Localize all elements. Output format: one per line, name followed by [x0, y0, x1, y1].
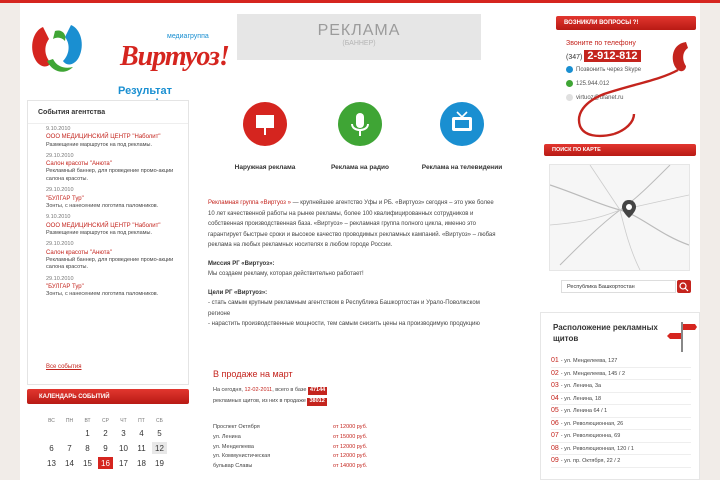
- service-label: Реклама на телевидении: [421, 164, 503, 171]
- location-number: 02: [551, 369, 559, 377]
- calendar-header: КАЛЕНДАРЬ СОБЫТИЙ: [27, 389, 189, 404]
- location-address: - ул. Революционная, 120 / 1: [560, 445, 634, 452]
- map-header: ПОИСК ПО КАРТЕ: [544, 144, 696, 156]
- map-search-button[interactable]: [677, 280, 691, 293]
- phone-code: (347): [566, 54, 583, 61]
- microphone-icon: [338, 102, 382, 146]
- event-org-link[interactable]: ООО МЕДИЦИНСКИЙ ЦЕНТР "Наболит": [46, 134, 161, 141]
- signpost-icon: [667, 318, 697, 354]
- event-item: [28, 185, 188, 212]
- sale-table: [213, 424, 373, 473]
- billboard-locations-panel: [540, 312, 700, 480]
- sale-address: бульвар Славы: [213, 463, 253, 470]
- location-number: 06: [551, 419, 559, 427]
- calendar-day[interactable]: 9: [103, 443, 108, 453]
- total-count-badge: 47144: [309, 387, 326, 393]
- sale-price: от 15000 руб.: [333, 433, 368, 440]
- event-item: [28, 151, 188, 185]
- location-address: - ул. Ленина, 3а: [560, 383, 602, 389]
- weekday-label: ПТ: [138, 418, 145, 424]
- sale-address: ул. Коммунистическая: [213, 453, 271, 460]
- ad-banner[interactable]: [237, 14, 481, 60]
- service-tv[interactable]: [412, 102, 512, 171]
- sale-address: ул. Менделеева: [213, 443, 254, 450]
- billboard-location-item[interactable]: [551, 393, 691, 406]
- search-icon: [677, 280, 691, 293]
- calendar-day-today[interactable]: 16: [98, 457, 113, 469]
- sale-address: ул. Ленина: [213, 433, 241, 440]
- calendar-day[interactable]: 3: [121, 428, 126, 438]
- event-date: 29.10.2010: [46, 152, 74, 159]
- event-org-link[interactable]: "БУЛГАР Тур": [46, 195, 84, 202]
- hands-logo-icon: [25, 17, 89, 81]
- map-search-panel: [544, 144, 696, 304]
- calendar-day[interactable]: 15: [83, 458, 92, 468]
- event-date: 29.10.2010: [46, 241, 74, 248]
- location-number: 09: [551, 457, 559, 464]
- weekday-label: СБ: [156, 418, 163, 424]
- telephone-handset-icon: [574, 40, 699, 140]
- logo[interactable]: [25, 17, 229, 97]
- event-org-link[interactable]: ООО МЕДИЦИНСКИЙ ЦЕНТР "Наболит": [46, 222, 161, 229]
- billboard-location-item[interactable]: [551, 418, 691, 431]
- billboard-list: [551, 355, 691, 468]
- sale-row[interactable]: [213, 444, 373, 454]
- map-pin-icon[interactable]: [622, 200, 636, 218]
- event-date: 29.10.2010: [46, 275, 74, 282]
- mission-title: Миссия РГ «Виртуоз»:: [208, 260, 275, 267]
- mission-block: [208, 259, 500, 280]
- location-address: - ул. Революционная, 26: [560, 420, 624, 427]
- calendar-day[interactable]: 4: [139, 428, 144, 438]
- event-org-link[interactable]: "БУЛГАР Тур": [46, 283, 84, 290]
- calendar-grid: [41, 415, 170, 472]
- event-item: [28, 274, 188, 301]
- email-address: virtuoz@ufanet.ru: [576, 95, 624, 102]
- sale-summary: [213, 385, 373, 407]
- ads-title: Расположение рекламных щитов: [553, 323, 658, 343]
- sale-text: рекламных щитов, из них в продаже: [213, 398, 306, 404]
- location-address: - ул. Ленина, 18: [560, 395, 602, 402]
- sale-price: от 12000 руб.: [333, 424, 368, 430]
- goal-item: - нарастить производственные мощности, тем самым снизить цены на производимую продукцию: [208, 321, 480, 327]
- sale-row[interactable]: [213, 424, 373, 434]
- intro-text: [208, 198, 500, 338]
- all-events-link[interactable]: Все события: [46, 364, 82, 370]
- calendar-day[interactable]: 2: [103, 428, 108, 438]
- events-title: События агентства: [28, 101, 188, 124]
- billboard-location-item[interactable]: [551, 355, 691, 368]
- location-address: - ул. Менделеева, 127: [560, 358, 618, 364]
- phone-main: 2-912-812: [584, 50, 640, 62]
- calendar-day[interactable]: 14: [65, 458, 74, 468]
- events-calendar: [27, 389, 189, 480]
- calendar-day: [44, 427, 59, 439]
- goal-item: - стать самым крупным рекламным агентством в Республика Башкортостан и Урало-Поволжском регионе: [208, 300, 480, 317]
- location-number: 03: [551, 382, 559, 389]
- sale-title: В продаже на март: [213, 369, 293, 379]
- email-icon: [566, 94, 573, 101]
- calendar-day[interactable]: 10: [119, 443, 128, 453]
- location-address: - ул. пр. Октября, 22 / 2: [560, 458, 621, 464]
- location-number: 05: [551, 407, 559, 414]
- service-label: Наружная реклама: [234, 164, 296, 171]
- events-list: [28, 124, 188, 300]
- intro-body: — крупнейшее агентство Уфы и РБ. «Виртуоз» сегодня – это уже более 10 лет качественной работы на рынке рекламы, более 100 квалифицированных сотрудников и собственная производственная база. «Виртуоз» – рекламная группа полного цикла, именно это гарантирует быстрые сроки и высокое качество проводимых рекламных кампаний. «Виртуоз» – любая реклама на любых рекламных носителях в любом городе России.: [208, 200, 496, 248]
- event-item: [28, 212, 188, 239]
- sale-date: 12-02-2011: [244, 387, 273, 393]
- skype-icon: [566, 66, 573, 73]
- weekday-label: ВС: [48, 418, 55, 424]
- billboard-location-item[interactable]: [551, 443, 691, 456]
- billboard-location-item[interactable]: [551, 430, 691, 443]
- calendar-day[interactable]: 5: [157, 428, 162, 438]
- call-label: Звоните по телефону: [566, 40, 636, 47]
- sale-price: от 14000 руб.: [333, 463, 368, 470]
- sale-row[interactable]: [213, 434, 373, 444]
- calendar-day[interactable]: 12: [152, 442, 167, 454]
- calendar-day[interactable]: 8: [85, 443, 90, 453]
- billboard-location-item[interactable]: [551, 455, 691, 468]
- billboard-icon: [243, 102, 287, 146]
- event-date: 9.10.2010: [46, 214, 71, 221]
- weekday-label: ПН: [65, 418, 74, 424]
- sale-address: Проспект Октября: [213, 424, 260, 430]
- icq-icon: [566, 80, 573, 87]
- sale-price: от 12000 руб.: [333, 453, 368, 460]
- event-text: Размещение маршруток на под рекламы.: [46, 229, 152, 236]
- event-text: Зонты, с нанесением логотипа паломников.: [46, 202, 159, 209]
- mission-text: Мы создаем рекламу, которая действительно работает!: [208, 271, 364, 277]
- map-roads: [550, 165, 689, 270]
- location-number: 07: [551, 432, 559, 439]
- event-text: Рекламный баннер, для проведение промо-акции салона красоты.: [46, 256, 174, 271]
- calendar-day[interactable]: 7: [67, 443, 72, 453]
- service-radio[interactable]: [310, 102, 410, 171]
- sale-row[interactable]: [213, 453, 373, 463]
- calendar-day[interactable]: 6: [49, 443, 54, 453]
- billboard-location-item[interactable]: [551, 405, 691, 418]
- sale-text: , всего в базе: [272, 387, 307, 393]
- calendar-day: [62, 427, 77, 439]
- calendar-day[interactable]: 19: [155, 458, 164, 468]
- events-panel: [27, 100, 189, 385]
- service-label: Реклама на радио: [330, 164, 390, 171]
- location-number: 08: [551, 444, 559, 452]
- weekday-label: ЧТ: [120, 418, 127, 424]
- sale-price: от 12000 руб.: [333, 443, 368, 450]
- logo-group-label: медиагруппа: [167, 33, 209, 40]
- goals-block: [208, 288, 500, 330]
- sale-text: На сегодня,: [213, 387, 243, 393]
- for-sale-count-badge: 38012: [309, 398, 325, 404]
- intro-paragraph: [208, 198, 500, 251]
- logo-name: Виртуоз!: [120, 41, 229, 72]
- weekday-label: ВТ: [84, 418, 91, 424]
- calendar-day[interactable]: 13: [47, 458, 56, 468]
- sale-row[interactable]: [213, 463, 373, 473]
- location-address: - ул. Ленина 64 / 1: [560, 408, 608, 414]
- event-text: Рекламный баннер, для проведение промо-акции салона красоты.: [46, 168, 174, 182]
- icq-number: 125.944.012: [576, 81, 610, 88]
- event-item: [28, 239, 188, 273]
- intro-highlight: Рекламная группа «Виртуоз »: [208, 200, 291, 206]
- banner-title: РЕКЛАМА: [317, 22, 401, 39]
- calendar-day[interactable]: 17: [119, 458, 128, 468]
- event-org-link[interactable]: Салон красоты "Анюта": [46, 161, 112, 168]
- calendar-day[interactable]: 11: [137, 443, 146, 453]
- event-date: 29.10.2010: [46, 187, 74, 194]
- event-date: 9.10.2010: [46, 126, 71, 132]
- location-address: - ул. Менделеева, 145 / 2: [560, 370, 625, 377]
- skype-label: Позвонить через Skype: [576, 67, 642, 74]
- billboard-location-item[interactable]: [551, 380, 691, 393]
- weekday-label: СР: [102, 418, 109, 424]
- map-view[interactable]: [549, 164, 690, 271]
- location-number: 04: [551, 394, 559, 402]
- banner-subtitle: (БАННЕР): [342, 40, 376, 47]
- service-outdoor[interactable]: [215, 102, 315, 171]
- contacts-header: ВОЗНИКЛИ ВОПРОСЫ ?!: [556, 16, 696, 30]
- location-number: 01: [551, 357, 559, 364]
- billboard-location-item[interactable]: [551, 368, 691, 381]
- logo-slogan: Результат: [118, 85, 173, 97]
- event-text: Размещение маршруток на под рекламы.: [46, 141, 152, 148]
- event-org-link[interactable]: Салон красоты "Анюта": [46, 249, 112, 256]
- goals-title: Цели РГ «Виртуоз»:: [208, 289, 268, 296]
- event-item: [28, 124, 188, 151]
- event-text: Зонты, с нанесением логотипа паломников.: [46, 291, 159, 298]
- calendar-day[interactable]: 1: [85, 428, 90, 438]
- map-search-input[interactable]: [561, 280, 676, 293]
- location-address: - ул. Революционна, 69: [560, 433, 621, 439]
- sale-section: [213, 369, 373, 473]
- calendar-day[interactable]: 18: [137, 458, 146, 468]
- tv-icon: [440, 102, 484, 146]
